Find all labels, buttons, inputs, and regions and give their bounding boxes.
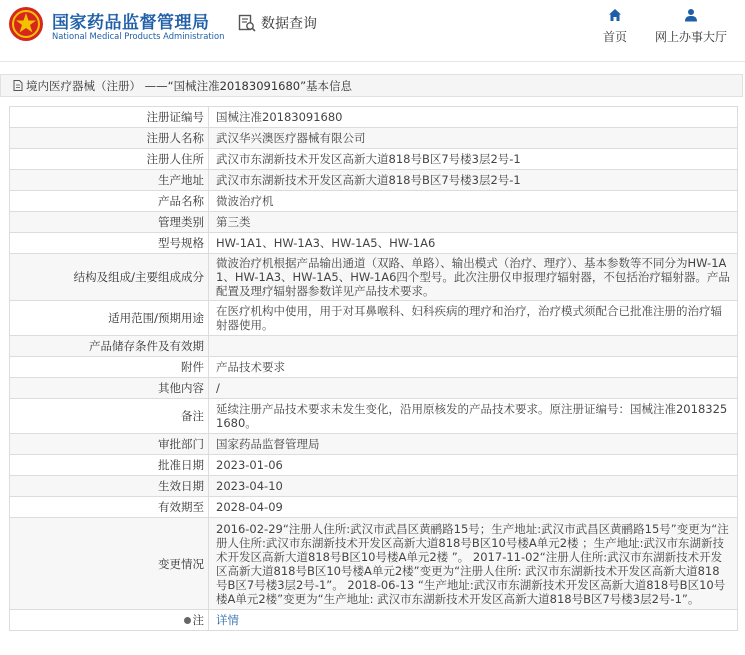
details-link[interactable]: 详情 <box>216 613 239 627</box>
field-value: 武汉市东湖新技术开发区高新大道818号B区7号楼3层2号-1 <box>209 170 738 191</box>
detail-table <box>9 106 738 631</box>
brand-name-en[interactable]: National Medical Products Administration <box>52 31 225 41</box>
breadcrumb-text: 境内医疗器械（注册） ——“国械注准20183091680”基本信息 <box>26 78 353 93</box>
table-row <box>10 399 738 434</box>
document-icon <box>13 80 23 91</box>
field-label: 批准日期 <box>10 455 209 476</box>
nav-office-label: 网上办事大厅 <box>654 30 727 44</box>
field-label: 管理类别 <box>10 212 209 233</box>
field-label: 注册证编号 <box>10 107 209 128</box>
table-row <box>10 107 738 128</box>
note-row <box>10 610 738 631</box>
field-value: 微波治疗机 <box>209 191 738 212</box>
field-label: 其他内容 <box>10 378 209 399</box>
table-row <box>10 336 738 357</box>
note-label-cell <box>10 610 209 631</box>
field-value: 微波治疗机根据产品输出通道（双路、单路）、输出模式（治疗、理疗）、基本参数等不同分为HW-1A1、HW-1A3、HW-1A5、HW-1A6四个型号。此次注册仅申报理疗辐射器，不包括治疗辐射器。产品配置及理疗辐射器参数详见产品技术要求。 <box>209 254 738 301</box>
note-label: 注 <box>192 613 204 627</box>
field-label: 适用范围/预期用途 <box>10 301 209 336</box>
breadcrumb <box>0 74 743 97</box>
field-label: 注册人住所 <box>10 149 209 170</box>
field-value: 武汉华兴澳医疗器械有限公司 <box>209 128 738 149</box>
table-row <box>10 191 738 212</box>
field-value: / <box>209 378 738 399</box>
site-header <box>0 0 745 62</box>
field-value: 延续注册产品技术要求未发生变化，沿用原核发的产品技术要求。原注册证编号：国械注准20183251680。 <box>209 399 738 434</box>
field-value <box>209 336 738 357</box>
field-label: 型号规格 <box>10 233 209 254</box>
table-row <box>10 170 738 191</box>
nav-online-office[interactable] <box>652 8 730 45</box>
table-row <box>10 212 738 233</box>
nmpa-emblem-icon[interactable] <box>8 6 44 42</box>
table-row <box>10 254 738 301</box>
field-label: 生效日期 <box>10 476 209 497</box>
table-row <box>10 149 738 170</box>
field-value: 2023-04-10 <box>209 476 738 497</box>
field-value: 国械注准20183091680 <box>209 107 738 128</box>
pin-icon <box>184 617 191 624</box>
field-label: 有效期至 <box>10 497 209 518</box>
field-label: 结构及组成/主要组成成分 <box>10 254 209 301</box>
field-value: 在医疗机构中使用，用于对耳鼻喉科、妇科疾病的理疗和治疗，治疗模式须配合已批准注册的治疗辐射器使用。 <box>209 301 738 336</box>
field-value: 2023-01-06 <box>209 455 738 476</box>
field-value: 2016-02-29“注册人住所:武汉市武昌区黄鹂路15号；生产地址:武汉市武昌区黄鹂路15号”变更为“注册人住所:武汉市东湖新技术开发区高新大道818号B区10号楼A单元2楼 ；生产地址:武汉市东湖新技术开发区高新大道818号B区10号楼A单元2楼 ”。 2017-11-02“注册人住所:武汉市东湖新技术开发区高新大道818号B区10号楼A单元2楼”变更为“注册人住所: 武汉市东湖新技术开发区高新大道818号B区7号楼3层2号-1”。 2018-06-13 “生产地址:武汉市东湖新技术开发区高新大道818号B区10号楼A单元2楼”变更为“生产地址: 武汉市东湖新技术开发区高新大道818号B区7号楼3层2号-1”。 <box>209 518 738 610</box>
data-query-label: 数据查询 <box>261 16 317 32</box>
table-row <box>10 476 738 497</box>
table-row <box>10 233 738 254</box>
field-label: 备注 <box>10 399 209 434</box>
data-query-link[interactable] <box>238 13 317 33</box>
table-row <box>10 378 738 399</box>
field-label: 变更情况 <box>10 518 209 610</box>
field-label: 产品名称 <box>10 191 209 212</box>
table-row <box>10 128 738 149</box>
table-row <box>10 518 738 610</box>
field-label: 生产地址 <box>10 170 209 191</box>
field-label: 产品储存条件及有效期 <box>10 336 209 357</box>
brand-name[interactable]: 国家药品监督管理局 <box>52 13 210 33</box>
table-row <box>10 301 738 336</box>
home-icon <box>608 8 622 22</box>
field-value: 2028-04-09 <box>209 497 738 518</box>
table-row <box>10 434 738 455</box>
data-query-icon <box>238 14 256 32</box>
field-label: 附件 <box>10 357 209 378</box>
field-value: 武汉市东湖新技术开发区高新大道818号B区7号楼3层2号-1 <box>209 149 738 170</box>
field-label: 审批部门 <box>10 434 209 455</box>
user-icon <box>684 8 698 22</box>
field-value: 产品技术要求 <box>209 357 738 378</box>
table-row <box>10 455 738 476</box>
nav-home-label: 首页 <box>602 30 627 44</box>
field-label: 注册人名称 <box>10 128 209 149</box>
table-row <box>10 357 738 378</box>
table-row <box>10 497 738 518</box>
note-value-cell <box>209 610 738 631</box>
field-value: HW-1A1、HW-1A3、HW-1A5、HW-1A6 <box>209 233 738 254</box>
nav-home[interactable] <box>600 8 630 45</box>
field-value: 国家药品监督管理局 <box>209 434 738 455</box>
field-value: 第三类 <box>209 212 738 233</box>
